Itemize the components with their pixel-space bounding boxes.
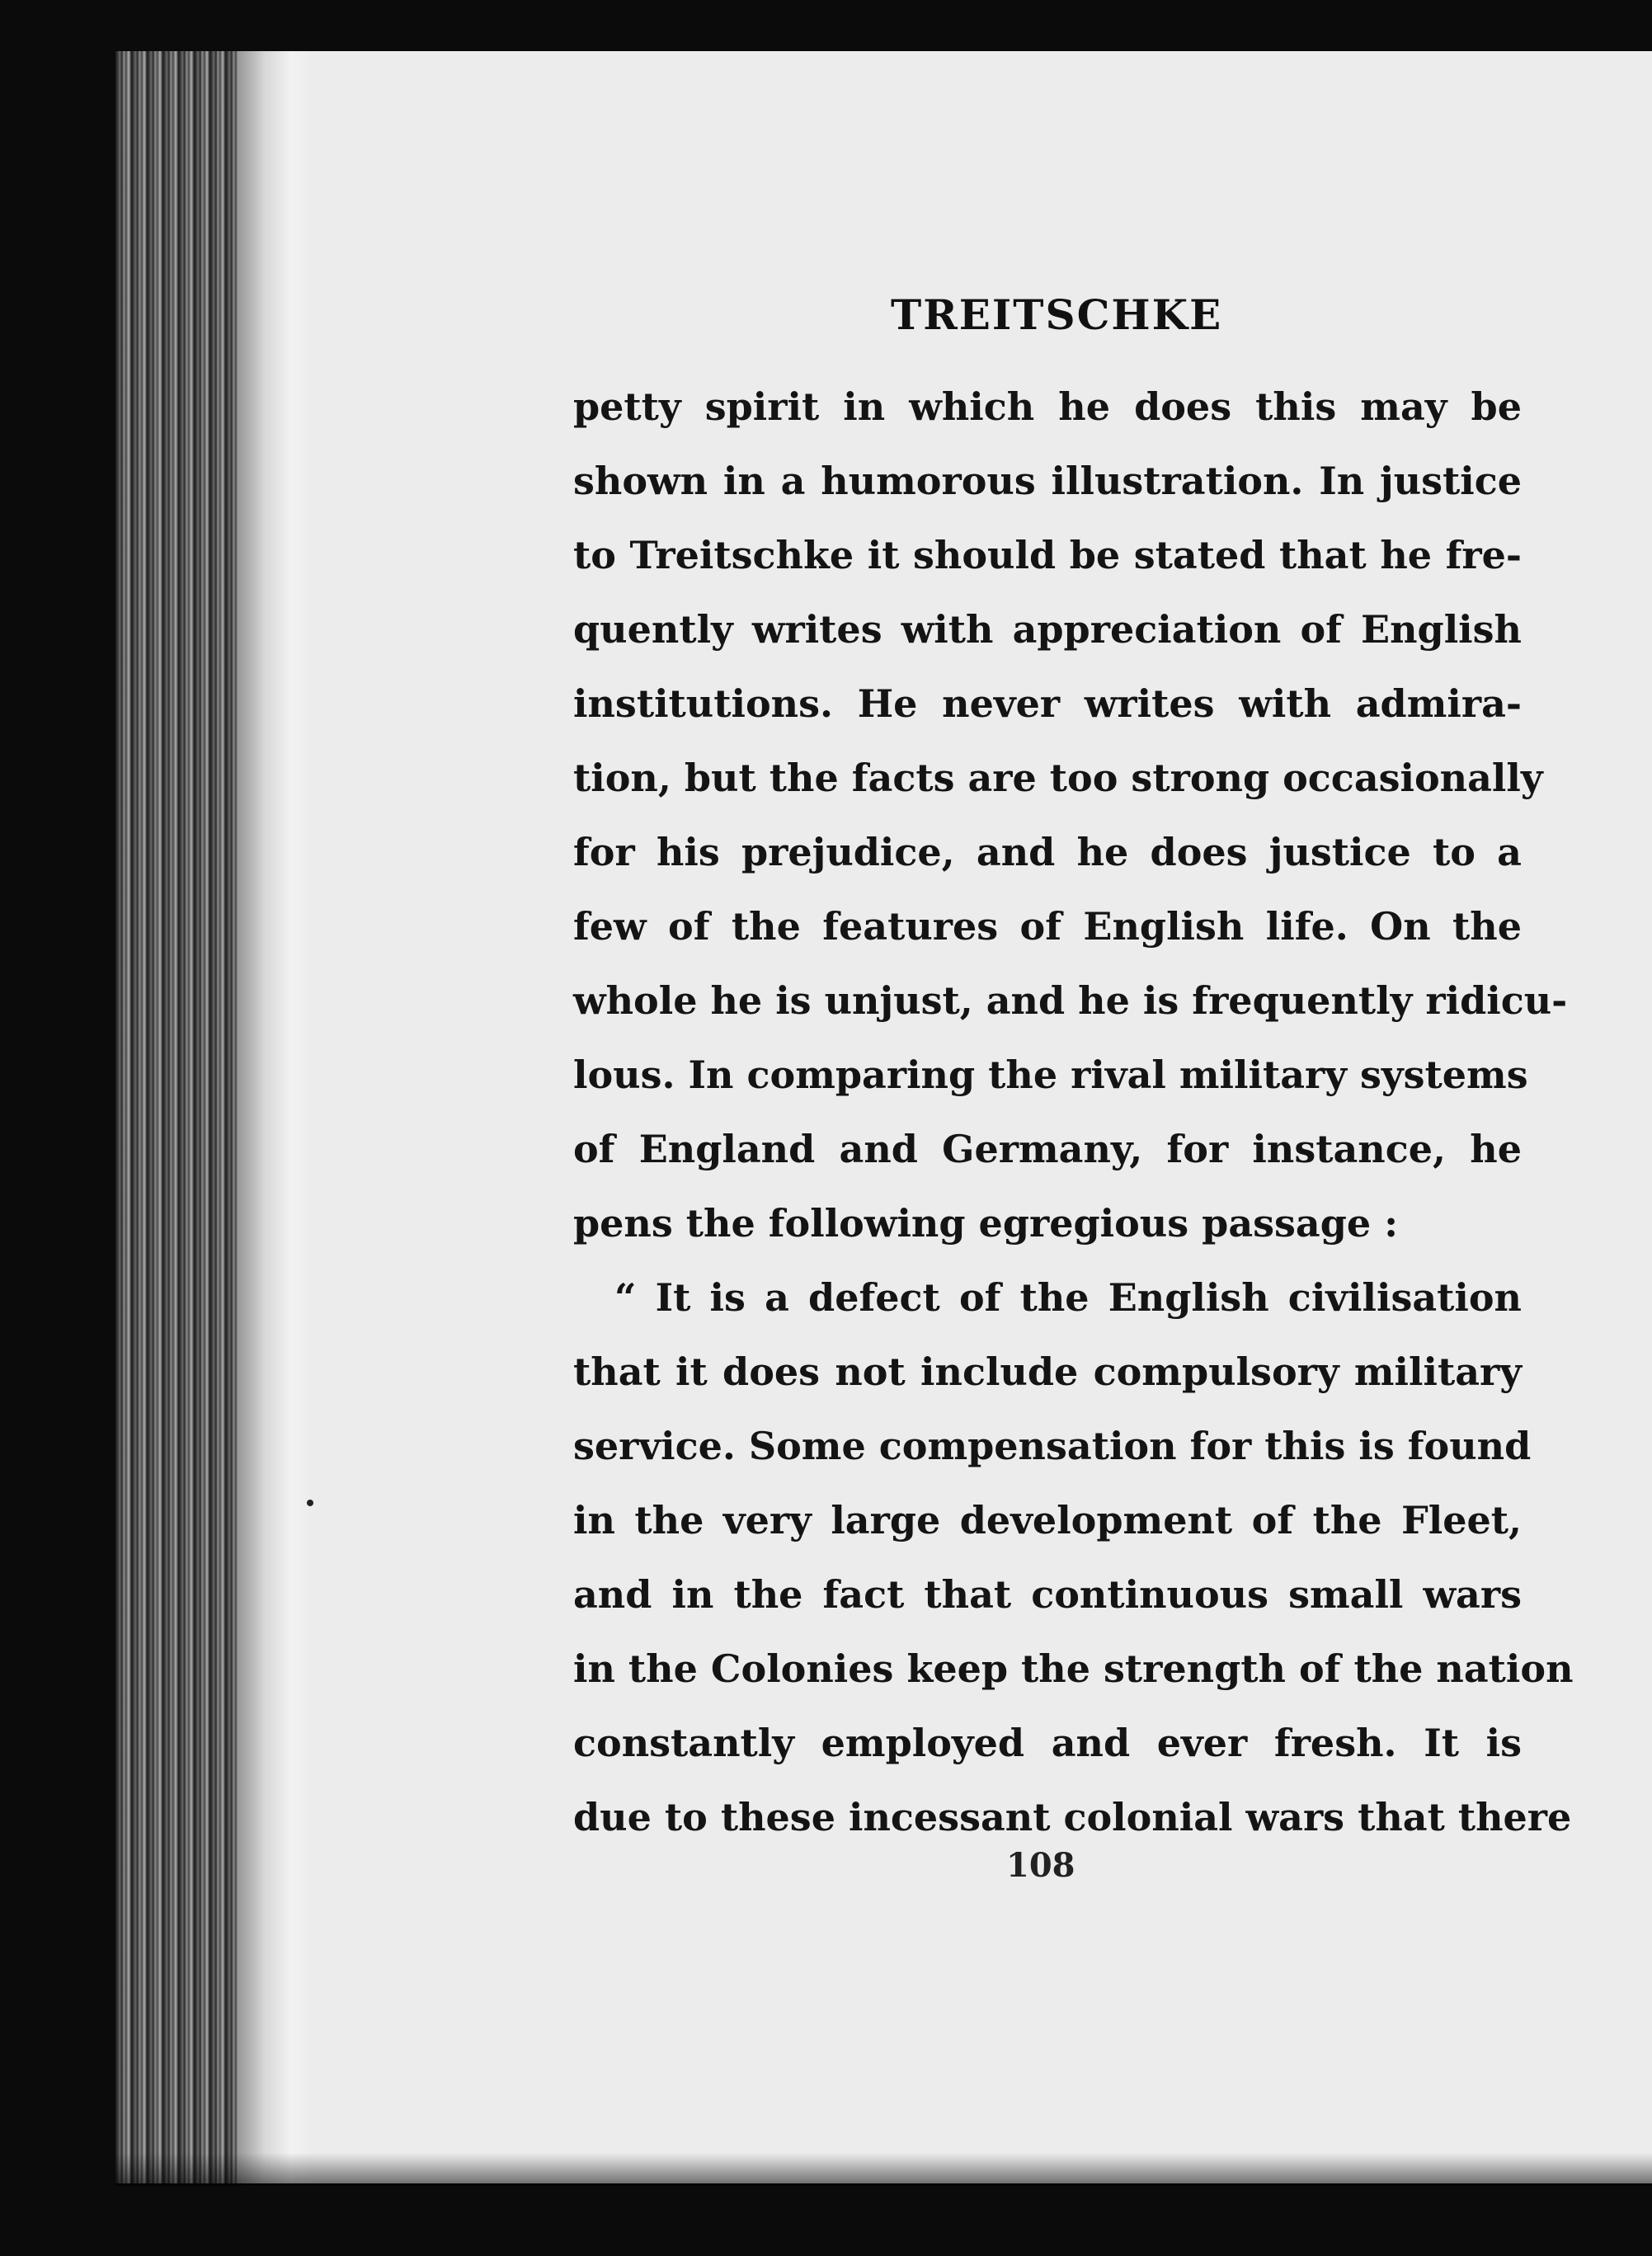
text-line: quently writes with appreciation of English <box>573 607 1522 652</box>
text-line: petty spirit in which he does this may be <box>573 384 1522 429</box>
quote-line: in the very large development of the Fleet, <box>573 1498 1522 1542</box>
text-line: for his prejudice, and he does justice to a <box>573 830 1522 874</box>
text-line: shown in a humorous illustration. In justice <box>573 459 1522 503</box>
body-text <box>573 370 1574 1854</box>
running-head: TREITSCHKE <box>891 290 1223 339</box>
bottom-shadow <box>115 2153 1652 2186</box>
text-line: tion, but the facts are too strong occasionally <box>573 756 1543 800</box>
quote-line: due to these incessant colonial wars that there <box>573 1795 1572 1839</box>
quote-line: service. Some compensation for this is found <box>573 1424 1532 1468</box>
quote-line: and in the fact that continuous small wars <box>573 1572 1522 1617</box>
text-line: lous. In comparing the rival military systems <box>573 1053 1528 1097</box>
text-line: pens the following egregious passage : <box>573 1201 1399 1246</box>
page-gutter-shading <box>239 51 313 2183</box>
quote-line: that it does not include compulsory military <box>573 1349 1522 1394</box>
page-number: 108 <box>1006 1846 1075 1885</box>
text-line: of England and Germany, for instance, he <box>573 1127 1522 1171</box>
text-line: few of the features of English life. On the <box>573 904 1522 949</box>
text-line: to Treitschke it should be stated that he fre- <box>573 533 1522 577</box>
scan-speck <box>307 1500 313 1506</box>
quote-line: “ It is a defect of the English civilisation <box>614 1275 1522 1320</box>
text-line: institutions. He never writes with admira- <box>573 681 1522 726</box>
text-line: whole he is unjust, and he is frequently ridicu- <box>573 978 1568 1023</box>
quote-line: constantly employed and ever fresh. It is <box>573 1721 1522 1765</box>
quote-line: in the Colonies keep the strength of the nation <box>573 1646 1574 1691</box>
